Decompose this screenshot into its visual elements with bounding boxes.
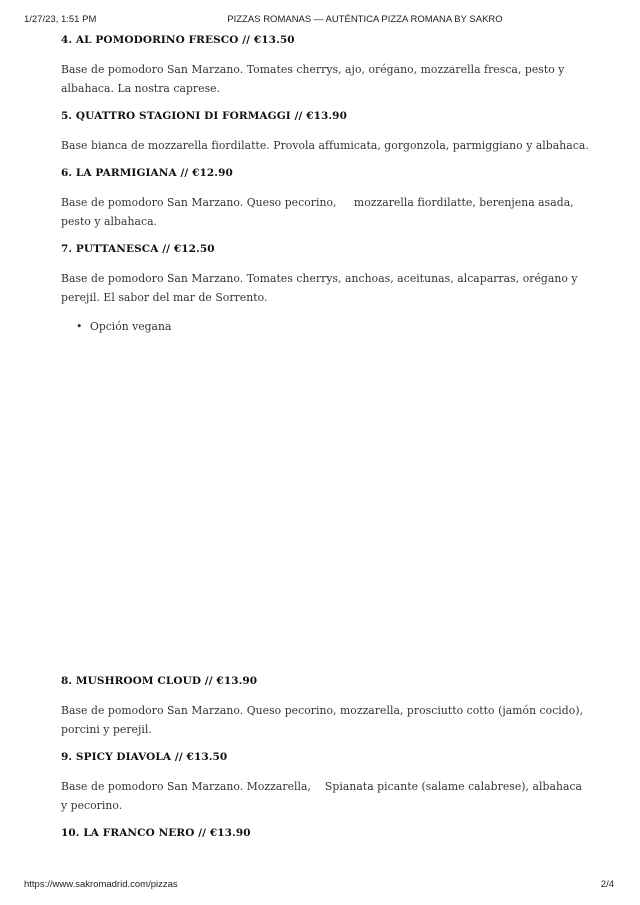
menu-item-description: Base de pomodoro San Marzano. Tomates cherrys, anchoas, aceitunas, alcaparras, orégano y perejil. El sabor del mar de Sorrento. [61, 272, 578, 304]
option-label: Opción vegana [90, 320, 172, 333]
menu-item [61, 31, 591, 98]
menu-item-description: Base bianca de mozzarella fiordilatte. Provola affumicata, gorgonzola, parmiggiano y albahaca. [61, 139, 589, 152]
print-footer [0, 879, 640, 893]
print-page-number: 2/4 [600, 879, 614, 890]
menu-item-description: Base de pomodoro San Marzano. Tomates cherrys, ajo, orégano, mozzarella fresca, pesto y albahaca. La nostra caprese. [61, 63, 565, 95]
menu-item [61, 240, 591, 336]
print-page-title: PIZZAS ROMANAS — AUTÉNTICA PIZZA ROMANA BY SAKRO [227, 14, 503, 25]
menu-item-option [76, 317, 591, 336]
print-header [0, 14, 640, 28]
menu-item-title: 5. QUATTRO STAGIONI DI FORMAGGI // €13.90 [61, 110, 347, 122]
menu-item-title: 7. PUTTANESCA // €12.50 [61, 243, 215, 255]
menu-item [61, 748, 591, 815]
print-url: https://www.sakromadrid.com/pizzas [24, 879, 178, 890]
bullet-icon: • [76, 320, 83, 333]
menu-item-title: 8. MUSHROOM CLOUD // €13.90 [61, 675, 258, 687]
menu-item-options [61, 317, 591, 336]
menu-item [61, 672, 591, 739]
menu-item-title: 9. SPICY DIAVOLA // €13.50 [61, 751, 228, 763]
menu-item [61, 164, 591, 231]
menu-item [61, 107, 591, 155]
menu-item-description: Base de pomodoro San Marzano. Mozzarella, Spianata picante (salame calabrese), albahaca y pecorino. [61, 780, 586, 812]
menu-item [61, 824, 591, 842]
menu-item-description: Base de pomodoro San Marzano. Queso pecorino, mozzarella fiordilatte, berenjena asada, pesto y albahaca. [61, 196, 578, 228]
print-datetime: 1/27/23, 1:51 PM [24, 14, 97, 25]
menu-item-title: 4. AL POMODORINO FRESCO // €13.50 [61, 34, 295, 46]
menu-item-description: Base de pomodoro San Marzano. Queso pecorino, mozzarella, prosciutto cotto (jamón cocido), porcini y perejil. [61, 704, 584, 736]
menu-item-title: 6. LA PARMIGIANA // €12.90 [61, 167, 233, 179]
menu-item-title: 10. LA FRANCO NERO // €13.90 [61, 827, 251, 839]
